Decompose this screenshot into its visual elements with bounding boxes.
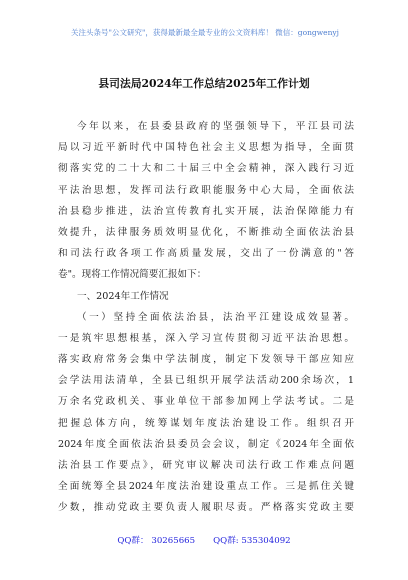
subsection-heading: （一）坚持全面依法治县，法治平江建设成效显著。	[77, 311, 354, 323]
paragraph-line: 局以习近平新时代中国特色社会主义思想为指导，全面贯	[58, 142, 354, 154]
paragraph-line: 效提升，法律服务质效明显优化，不断推动全面依法治县	[58, 226, 354, 238]
paragraph-line: 少数，推动党政主要负责人履职尽责。严格落实党政主要	[58, 502, 354, 514]
footer-qq-group-2: QQ群: 535304092	[213, 536, 291, 546]
paragraph-line: 和司法行政各项工作高质量发展，交出了一份满意的"答	[58, 248, 354, 260]
document-body	[58, 116, 354, 519]
paragraph-line: 一是筑牢思想根基，深入学习宣传贯彻习近平法治思想。	[58, 332, 354, 344]
document-title: 县司法局2024年工作总结2025年工作计划	[98, 77, 310, 90]
paragraph-line: 平法治思想，发挥司法行政职能服务中心大局，全面依法	[58, 184, 354, 196]
paragraph-line: 2024年度全面依法治县委员会会议，制定《2024年全面依	[58, 438, 354, 450]
paragraph-line: 法治县工作要点》，研究审议解决司法行政工作难点问题	[58, 460, 354, 471]
paragraph-line: 今年以来，在县委县政府的坚强领导下，平江县司法	[77, 121, 354, 132]
paragraph-line: 落实政府常务会集中学法制度，制定下发领导干部应知应	[58, 354, 354, 366]
paragraph-line: 彻落实党的二十大和二十届三中全会精神，深入践行习近	[58, 163, 354, 175]
paragraph-line: 治县稳步推进，法治宣传教育扎实开展，法治保障能力有	[58, 205, 354, 217]
footer-contacts	[30, 535, 378, 547]
paragraph-line: 万余名党政机关、事业单位干部参加网上学法考试。二是	[58, 396, 354, 408]
footer-qq-group-1: QQ群： 30265665	[117, 536, 196, 546]
paragraph-line: 全面统筹全县2024年度法治建设重点工作。三是抓住关键	[58, 481, 354, 493]
paragraph-line: 把握总体方向，统筹谋划年度法治建设工作。组织召开	[58, 417, 354, 429]
header-banner: 关注头条号"公文研究"，获得最新最全最专业的公文资料库！ 微信：gongwenyj	[71, 28, 339, 37]
paragraph-line: 会学法用法清单，全县已组织开展学法活动200余场次，1	[58, 375, 354, 387]
paragraph-line: 卷"。现将工作情况简要汇报如下：	[58, 269, 207, 281]
section-heading: 一、2024年工作情况	[77, 290, 169, 302]
